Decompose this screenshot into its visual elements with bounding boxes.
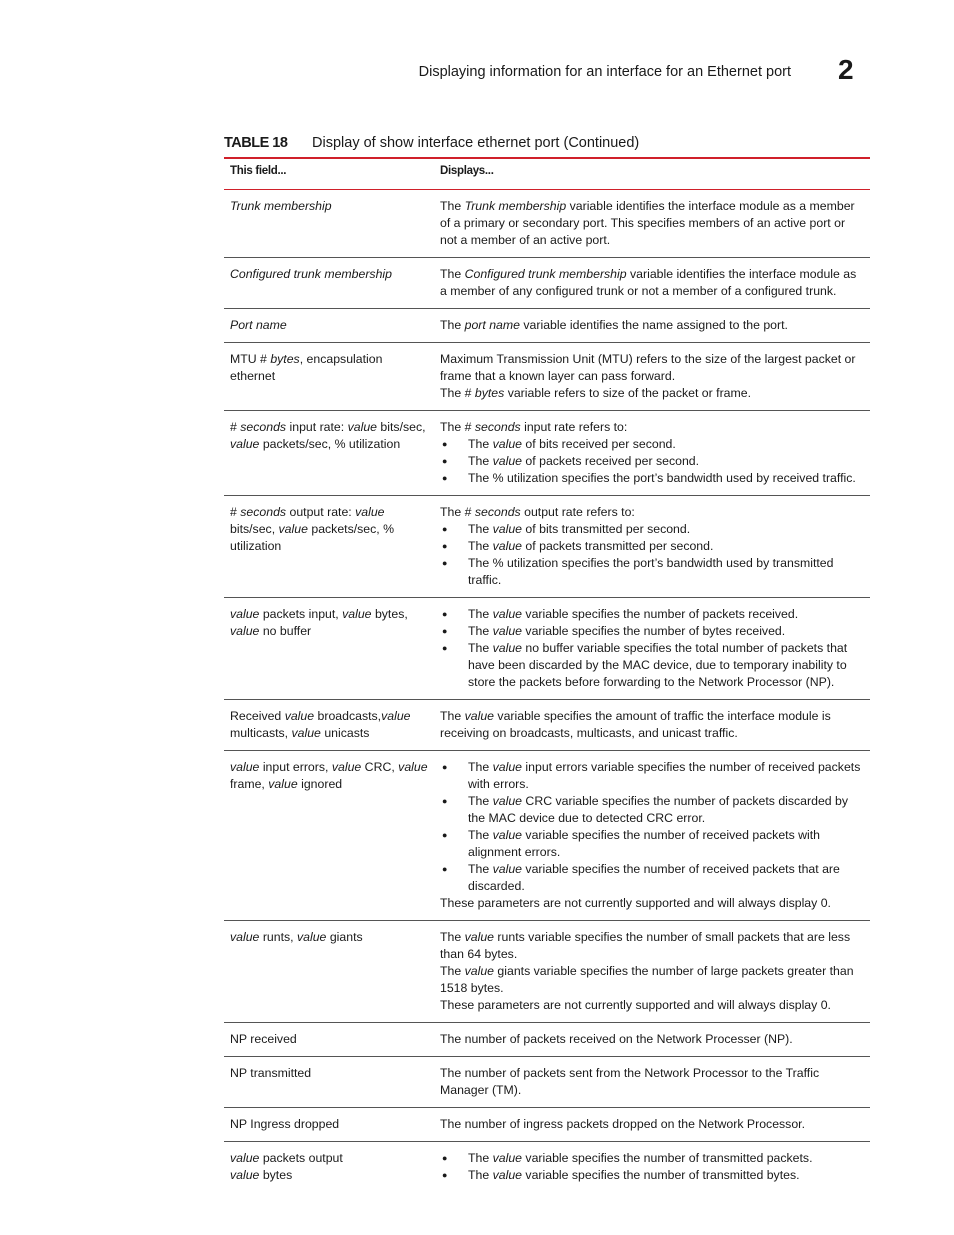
text-segment: variable refers to size of the packet or frame.	[504, 386, 752, 400]
text-segment: Received	[230, 709, 285, 723]
description-paragraph	[440, 504, 864, 521]
italic-term: seconds	[474, 420, 521, 434]
bullet-item	[440, 793, 864, 827]
text-segment: NP received	[230, 1032, 297, 1046]
text-segment: variable specifies the number of packets received.	[522, 607, 799, 621]
bullet-list	[440, 1150, 864, 1184]
text-segment: The	[468, 522, 493, 536]
text-segment: variable specifies the number of transmitted packets.	[522, 1151, 813, 1165]
text-segment: input errors variable specifies the number of received packets with errors.	[468, 760, 861, 791]
bullet-item	[440, 606, 864, 623]
bullet-list	[440, 521, 864, 589]
text-segment: of packets received per second.	[522, 454, 700, 468]
field-cell	[224, 1142, 434, 1193]
italic-term: value	[492, 437, 523, 451]
field-cell	[224, 751, 434, 921]
field-cell	[224, 1057, 434, 1108]
italic-term: value	[492, 624, 523, 638]
italic-term: value	[492, 828, 523, 842]
italic-term: value	[297, 930, 327, 944]
table-row	[224, 258, 870, 309]
text-segment: packets/sec, % utilization	[230, 522, 395, 553]
italic-term: value	[291, 726, 321, 740]
field-cell	[224, 343, 434, 411]
field-cell	[224, 411, 434, 496]
text-segment: The % utilization specifies the port’s bandwidth used by received traffic.	[468, 471, 856, 485]
text-segment: These parameters are not currently supported and will always display 0.	[440, 896, 831, 910]
italic-term: seconds	[240, 505, 287, 519]
text-segment: broadcasts,	[314, 709, 382, 723]
italic-term: value	[331, 760, 362, 774]
field-cell	[224, 309, 434, 343]
text-segment: The	[468, 828, 493, 842]
displays-cell	[434, 411, 870, 496]
text-segment: no buffer variable specifies the total number of packets that have been discarded by the MAC device, due to temporary inability to store the packets before forwarding to the Network Processor (NP).	[468, 641, 848, 689]
text-segment: bytes	[259, 1168, 293, 1182]
italic-term: value	[230, 930, 260, 944]
text-segment: #	[230, 505, 241, 519]
text-segment: Maximum Transmission Unit (MTU) refers to the size of the largest packet or frame that a known layer can pass forward.	[440, 352, 856, 383]
text-segment: The	[468, 607, 493, 621]
table-caption-text: Display of show interface ethernet port (Continued)	[312, 135, 640, 151]
table-row	[224, 309, 870, 343]
italic-term: value	[492, 862, 523, 876]
text-segment: of bits received per second.	[522, 437, 676, 451]
bullet-item	[440, 453, 864, 470]
text-segment: no buffer	[259, 624, 312, 638]
italic-term: value	[492, 607, 523, 621]
description-paragraph	[440, 1116, 864, 1133]
displays-cell	[434, 751, 870, 921]
text-segment: The	[468, 1151, 493, 1165]
text-segment: The % utilization specifies the port’s bandwidth used by transmitted traffic.	[468, 556, 834, 587]
description-paragraph	[440, 351, 864, 385]
description-paragraph	[440, 266, 864, 300]
italic-term: value	[230, 1168, 260, 1182]
text-segment: variable specifies the number of transmitted bytes.	[522, 1168, 800, 1182]
table-row	[224, 1023, 870, 1057]
text-segment: MTU #	[230, 352, 271, 366]
field-cell	[224, 921, 434, 1023]
column-header-displays: Displays...	[440, 165, 494, 177]
text-segment: The	[440, 709, 465, 723]
field-cell	[224, 1108, 434, 1142]
table-body	[224, 190, 870, 1193]
text-segment: The	[468, 539, 493, 553]
description-paragraph	[440, 963, 864, 997]
displays-cell	[434, 343, 870, 411]
bullet-item	[440, 555, 864, 589]
text-segment: input rate:	[286, 420, 348, 434]
text-segment: The	[468, 454, 493, 468]
field-cell	[224, 258, 434, 309]
text-segment: ignored	[297, 777, 343, 791]
text-segment: The	[440, 199, 465, 213]
text-segment: The number of packets sent from the Network Processor to the Traffic Manager (TM).	[440, 1066, 820, 1097]
text-segment: bits/sec,	[230, 522, 279, 536]
text-segment: The	[440, 318, 465, 332]
italic-term: value	[492, 1168, 523, 1182]
italic-term: Configured trunk membership	[464, 267, 627, 281]
italic-term: value	[492, 1151, 523, 1165]
description-paragraph	[440, 419, 864, 436]
description-paragraph	[440, 997, 864, 1014]
text-segment: output rate:	[286, 505, 356, 519]
running-header-title: Displaying information for an interface for an Ethernet port	[418, 64, 791, 80]
bullet-list	[440, 606, 864, 691]
text-segment: output rate refers to:	[520, 505, 635, 519]
text-segment: The #	[440, 386, 475, 400]
bullet-item	[440, 538, 864, 555]
text-segment: The	[440, 267, 465, 281]
italic-term: value	[268, 777, 298, 791]
table-row	[224, 1142, 870, 1193]
italic-term: port name	[464, 318, 520, 332]
text-segment: variable identifies the interface module as a member of any configured trunk or not a member of a configured trunk.	[440, 267, 857, 298]
displays-cell	[434, 190, 870, 258]
text-segment: variable identifies the interface module as a member of a primary or secondary port. This specifies members of an active port or not a member of an active port.	[440, 199, 855, 247]
text-segment: variable identifies the name assigned to the port.	[519, 318, 788, 332]
text-segment: variable specifies the number of received packets with alignment errors.	[468, 828, 821, 859]
text-segment: unicasts	[320, 726, 370, 740]
table-row	[224, 700, 870, 751]
text-segment: The	[468, 1168, 493, 1182]
italic-term: value	[381, 709, 411, 723]
italic-term: value	[278, 522, 308, 536]
italic-term: value	[347, 420, 378, 434]
field-table	[224, 157, 870, 1192]
displays-cell	[434, 1142, 870, 1193]
text-segment: The number of packets received on the Network Processer (NP).	[440, 1032, 793, 1046]
description-paragraph	[440, 385, 864, 402]
italic-term: value	[464, 709, 495, 723]
bullet-item	[440, 640, 864, 691]
italic-term: value	[342, 607, 372, 621]
table-row	[224, 1057, 870, 1108]
text-segment: variable specifies the number of received packets that are discarded.	[468, 862, 840, 893]
text-segment: These parameters are not currently supported and will always display 0.	[440, 998, 831, 1012]
bullet-item	[440, 1150, 864, 1167]
bullet-item	[440, 861, 864, 895]
italic-term: value	[492, 760, 523, 774]
text-segment: of packets transmitted per second.	[522, 539, 714, 553]
text-segment: The	[468, 760, 493, 774]
field-cell	[224, 700, 434, 751]
field-cell	[224, 1023, 434, 1057]
text-segment: variable specifies the amount of traffic the interface module is receiving on broadcasts, multicasts, and unicast traffic.	[440, 709, 831, 740]
displays-cell	[434, 309, 870, 343]
text-segment: The	[468, 624, 493, 638]
italic-term: value	[492, 539, 523, 553]
italic-term: Port name	[230, 318, 287, 332]
text-segment: The #	[440, 505, 475, 519]
displays-cell	[434, 1057, 870, 1108]
table-row	[224, 411, 870, 496]
field-cell	[224, 496, 434, 598]
field-cell	[224, 190, 434, 258]
italic-term: value	[492, 794, 523, 808]
bullet-item	[440, 470, 864, 487]
bullet-item	[440, 827, 864, 861]
column-header-field: This field...	[230, 165, 287, 177]
text-segment: runts variable specifies the number of small packets that are less than 64 bytes.	[440, 930, 851, 961]
italic-term: value	[230, 1151, 260, 1165]
description-paragraph	[440, 1065, 864, 1099]
displays-cell	[434, 258, 870, 309]
table-header-row	[224, 158, 870, 190]
text-segment: The	[468, 794, 493, 808]
italic-term: Trunk membership	[464, 199, 567, 213]
text-segment: of bits transmitted per second.	[522, 522, 691, 536]
italic-term: value	[492, 522, 523, 536]
text-segment: The number of ingress packets dropped on the Network Processor.	[440, 1117, 805, 1131]
description-paragraph	[440, 708, 864, 742]
description-paragraph	[440, 895, 864, 912]
table-row	[224, 343, 870, 411]
italic-term: value	[464, 964, 495, 978]
text-segment: bytes,	[371, 607, 408, 621]
displays-cell	[434, 496, 870, 598]
italic-term: Trunk membership	[230, 199, 332, 213]
text-segment: #	[230, 420, 241, 434]
bullet-item	[440, 759, 864, 793]
text-segment: packets/sec, % utilization	[259, 437, 401, 451]
text-segment: runts,	[259, 930, 297, 944]
text-segment: The #	[440, 420, 475, 434]
bullet-item	[440, 623, 864, 640]
description-paragraph	[440, 1031, 864, 1048]
displays-cell	[434, 598, 870, 700]
displays-cell	[434, 700, 870, 751]
italic-term: value	[284, 709, 315, 723]
displays-cell	[434, 1108, 870, 1142]
text-segment: input errors,	[259, 760, 332, 774]
text-segment: NP Ingress dropped	[230, 1117, 340, 1131]
text-segment: , encapsulation ethernet	[230, 352, 383, 383]
italic-term: value	[355, 505, 385, 519]
text-segment: packets output	[259, 1151, 343, 1165]
text-segment: The	[468, 641, 493, 655]
bullet-list	[440, 436, 864, 487]
italic-term: value	[398, 760, 428, 774]
text-segment: giants variable specifies the number of large packets greater than 1518 bytes.	[440, 964, 854, 995]
field-cell	[224, 598, 434, 700]
chapter-number: 2	[838, 54, 854, 85]
bullet-list	[440, 759, 864, 895]
displays-cell	[434, 921, 870, 1023]
table-row	[224, 190, 870, 258]
table-row	[224, 921, 870, 1023]
italic-term: seconds	[474, 505, 521, 519]
table-label: TABLE 18	[224, 135, 288, 151]
italic-term: value	[492, 641, 523, 655]
text-segment: The	[440, 930, 465, 944]
text-segment: bits/sec,	[377, 420, 426, 434]
italic-term: seconds	[240, 420, 287, 434]
table-row	[224, 751, 870, 921]
text-segment: multicasts,	[230, 726, 292, 740]
text-segment: input rate refers to:	[520, 420, 628, 434]
displays-cell	[434, 1023, 870, 1057]
description-paragraph	[440, 929, 864, 963]
text-segment: The	[468, 437, 493, 451]
italic-term: value	[230, 437, 260, 451]
text-segment: variable specifies the number of bytes received.	[522, 624, 786, 638]
italic-term: bytes	[270, 352, 300, 366]
italic-term: value	[492, 454, 523, 468]
table-row	[224, 598, 870, 700]
table-row	[224, 1108, 870, 1142]
italic-term: value	[464, 930, 495, 944]
italic-term: bytes	[474, 386, 505, 400]
text-segment: The	[440, 964, 465, 978]
italic-term: value	[230, 607, 260, 621]
table-caption	[224, 135, 639, 151]
description-paragraph	[440, 317, 864, 334]
description-paragraph	[440, 198, 864, 249]
bullet-item	[440, 521, 864, 538]
text-segment: frame,	[230, 777, 269, 791]
text-segment: CRC,	[361, 760, 399, 774]
italic-term: Configured trunk membership	[230, 267, 392, 281]
table-row	[224, 496, 870, 598]
bullet-item	[440, 436, 864, 453]
text-segment: giants	[326, 930, 363, 944]
italic-term: value	[230, 624, 260, 638]
text-segment: NP transmitted	[230, 1066, 312, 1080]
text-segment: The	[468, 862, 493, 876]
text-segment: CRC variable specifies the number of packets discarded by the MAC device due to detected CRC error.	[468, 794, 849, 825]
italic-term: value	[230, 760, 260, 774]
bullet-item	[440, 1167, 864, 1184]
text-segment: packets input,	[259, 607, 343, 621]
